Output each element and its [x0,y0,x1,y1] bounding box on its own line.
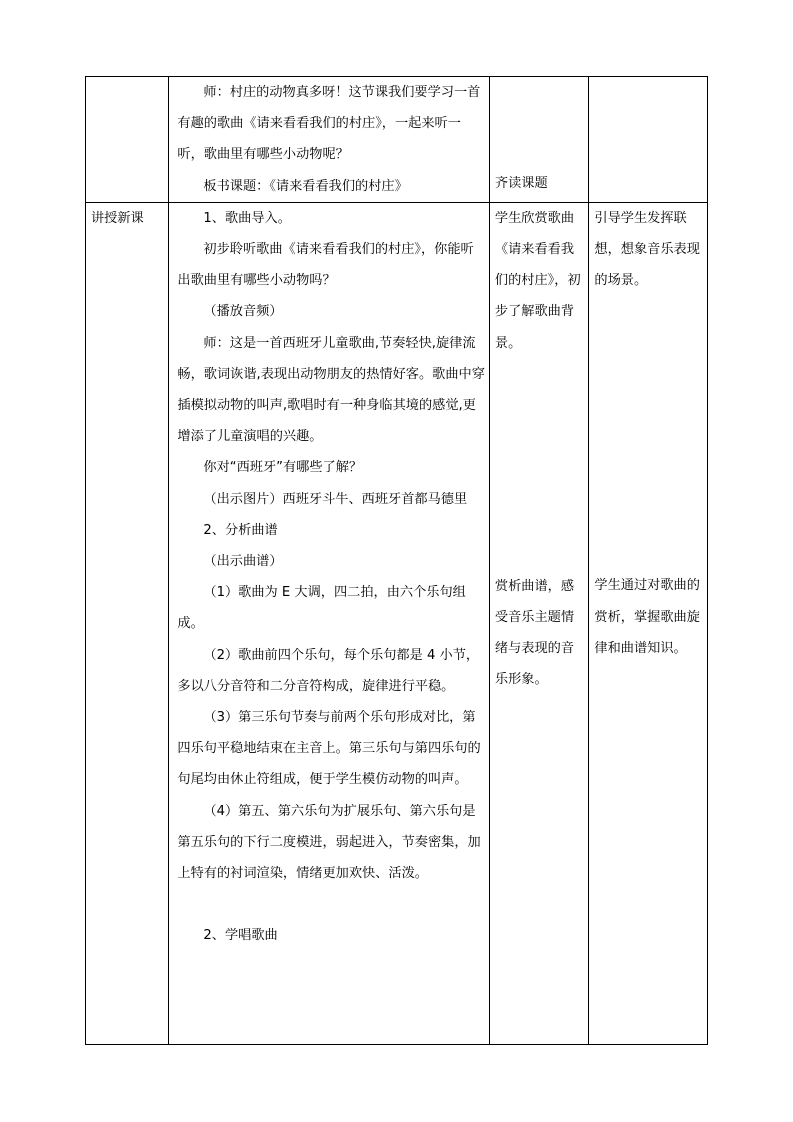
paragraph: 学生欣赏歌曲《请来看看我们的村庄》，初步了解歌曲背景。 [494,210,581,351]
paragraph: （出示曲谱） [203,554,283,570]
blank-line [177,889,485,920]
paragraph: （1）歌曲为 E 大调，四二拍，由六个乐句组成。 [177,585,466,632]
student-activity-cell [489,77,588,203]
paragraph: 初步聆听歌曲《请来看看我们的村庄》，你能听出歌曲里有哪些小动物吗？ [177,242,474,289]
paragraph: 1、歌曲导入。 [203,210,291,226]
design-intent-cell [589,77,708,203]
table-row [86,77,708,203]
student-activity-cell [489,202,588,1044]
paragraph: 师：村庄的动物真多呀！这节课我们要学习一首有趣的歌曲《请来看看我们的村庄》，一起来听一听，歌曲里有哪些小动物呢？ [177,85,481,163]
paragraph: 引导学生发挥联想，想象音乐表现的场景。 [594,210,700,289]
paragraph: 齐读课题 [494,175,548,191]
stage-cell [86,77,169,203]
stage-cell [86,202,169,1044]
table-row [86,202,708,1044]
design-intent-cell [589,202,708,1044]
paragraph: 师：这是一首西班牙儿童歌曲,节奏轻快,旋律流畅，歌词诙谐,表现出动物朋友的热情好客。歌曲中穿插模拟动物的叫声,歌唱时有一种身临其境的感觉,更增添了儿童演唱的兴趣。 [177,335,485,445]
paragraph: （出示图片）西班牙斗牛、西班牙首都马德里 [203,491,468,507]
paragraph: 2、分析曲谱 [203,522,278,538]
lesson-plan-table [85,76,708,1045]
paragraph: （4）第五、第六乐句为扩展乐句、第六乐句是第五乐句的下行二度模进，弱起进入，节奏密集，加上特有的衬词渲染，情绪更加欢快、活泼。 [177,803,481,882]
paragraph: 赏析曲谱，感受音乐主题情绪与表现的音乐形象。 [494,578,575,688]
paragraph: （播放音频） [203,304,283,320]
teacher-activity-cell [169,202,490,1044]
paragraph: 板书课题：《请来看看我们的村庄》 [203,178,408,194]
stage-label: 讲授新课 [91,210,144,226]
paragraph: 你对“西班牙”有哪些了解？ [203,460,363,476]
teacher-activity-cell [169,77,490,203]
paragraph: （3）第三乐句节奏与前两个乐句形成对比，第四乐句平稳地结束在主音上。第三乐句与第四乐句的句尾均由休止符组成，便于学生模仿动物的叫声。 [177,710,481,788]
paragraph: 2、学唱歌曲 [203,928,278,944]
paragraph: 学生通过对歌曲的赏析，掌握歌曲旋律和曲谱知识。 [594,578,700,656]
paragraph: （2）歌曲前四个乐句，每个乐句都是 4 小节，多以八分音符和二分音符构成，旋律进行平稳。 [177,647,480,694]
